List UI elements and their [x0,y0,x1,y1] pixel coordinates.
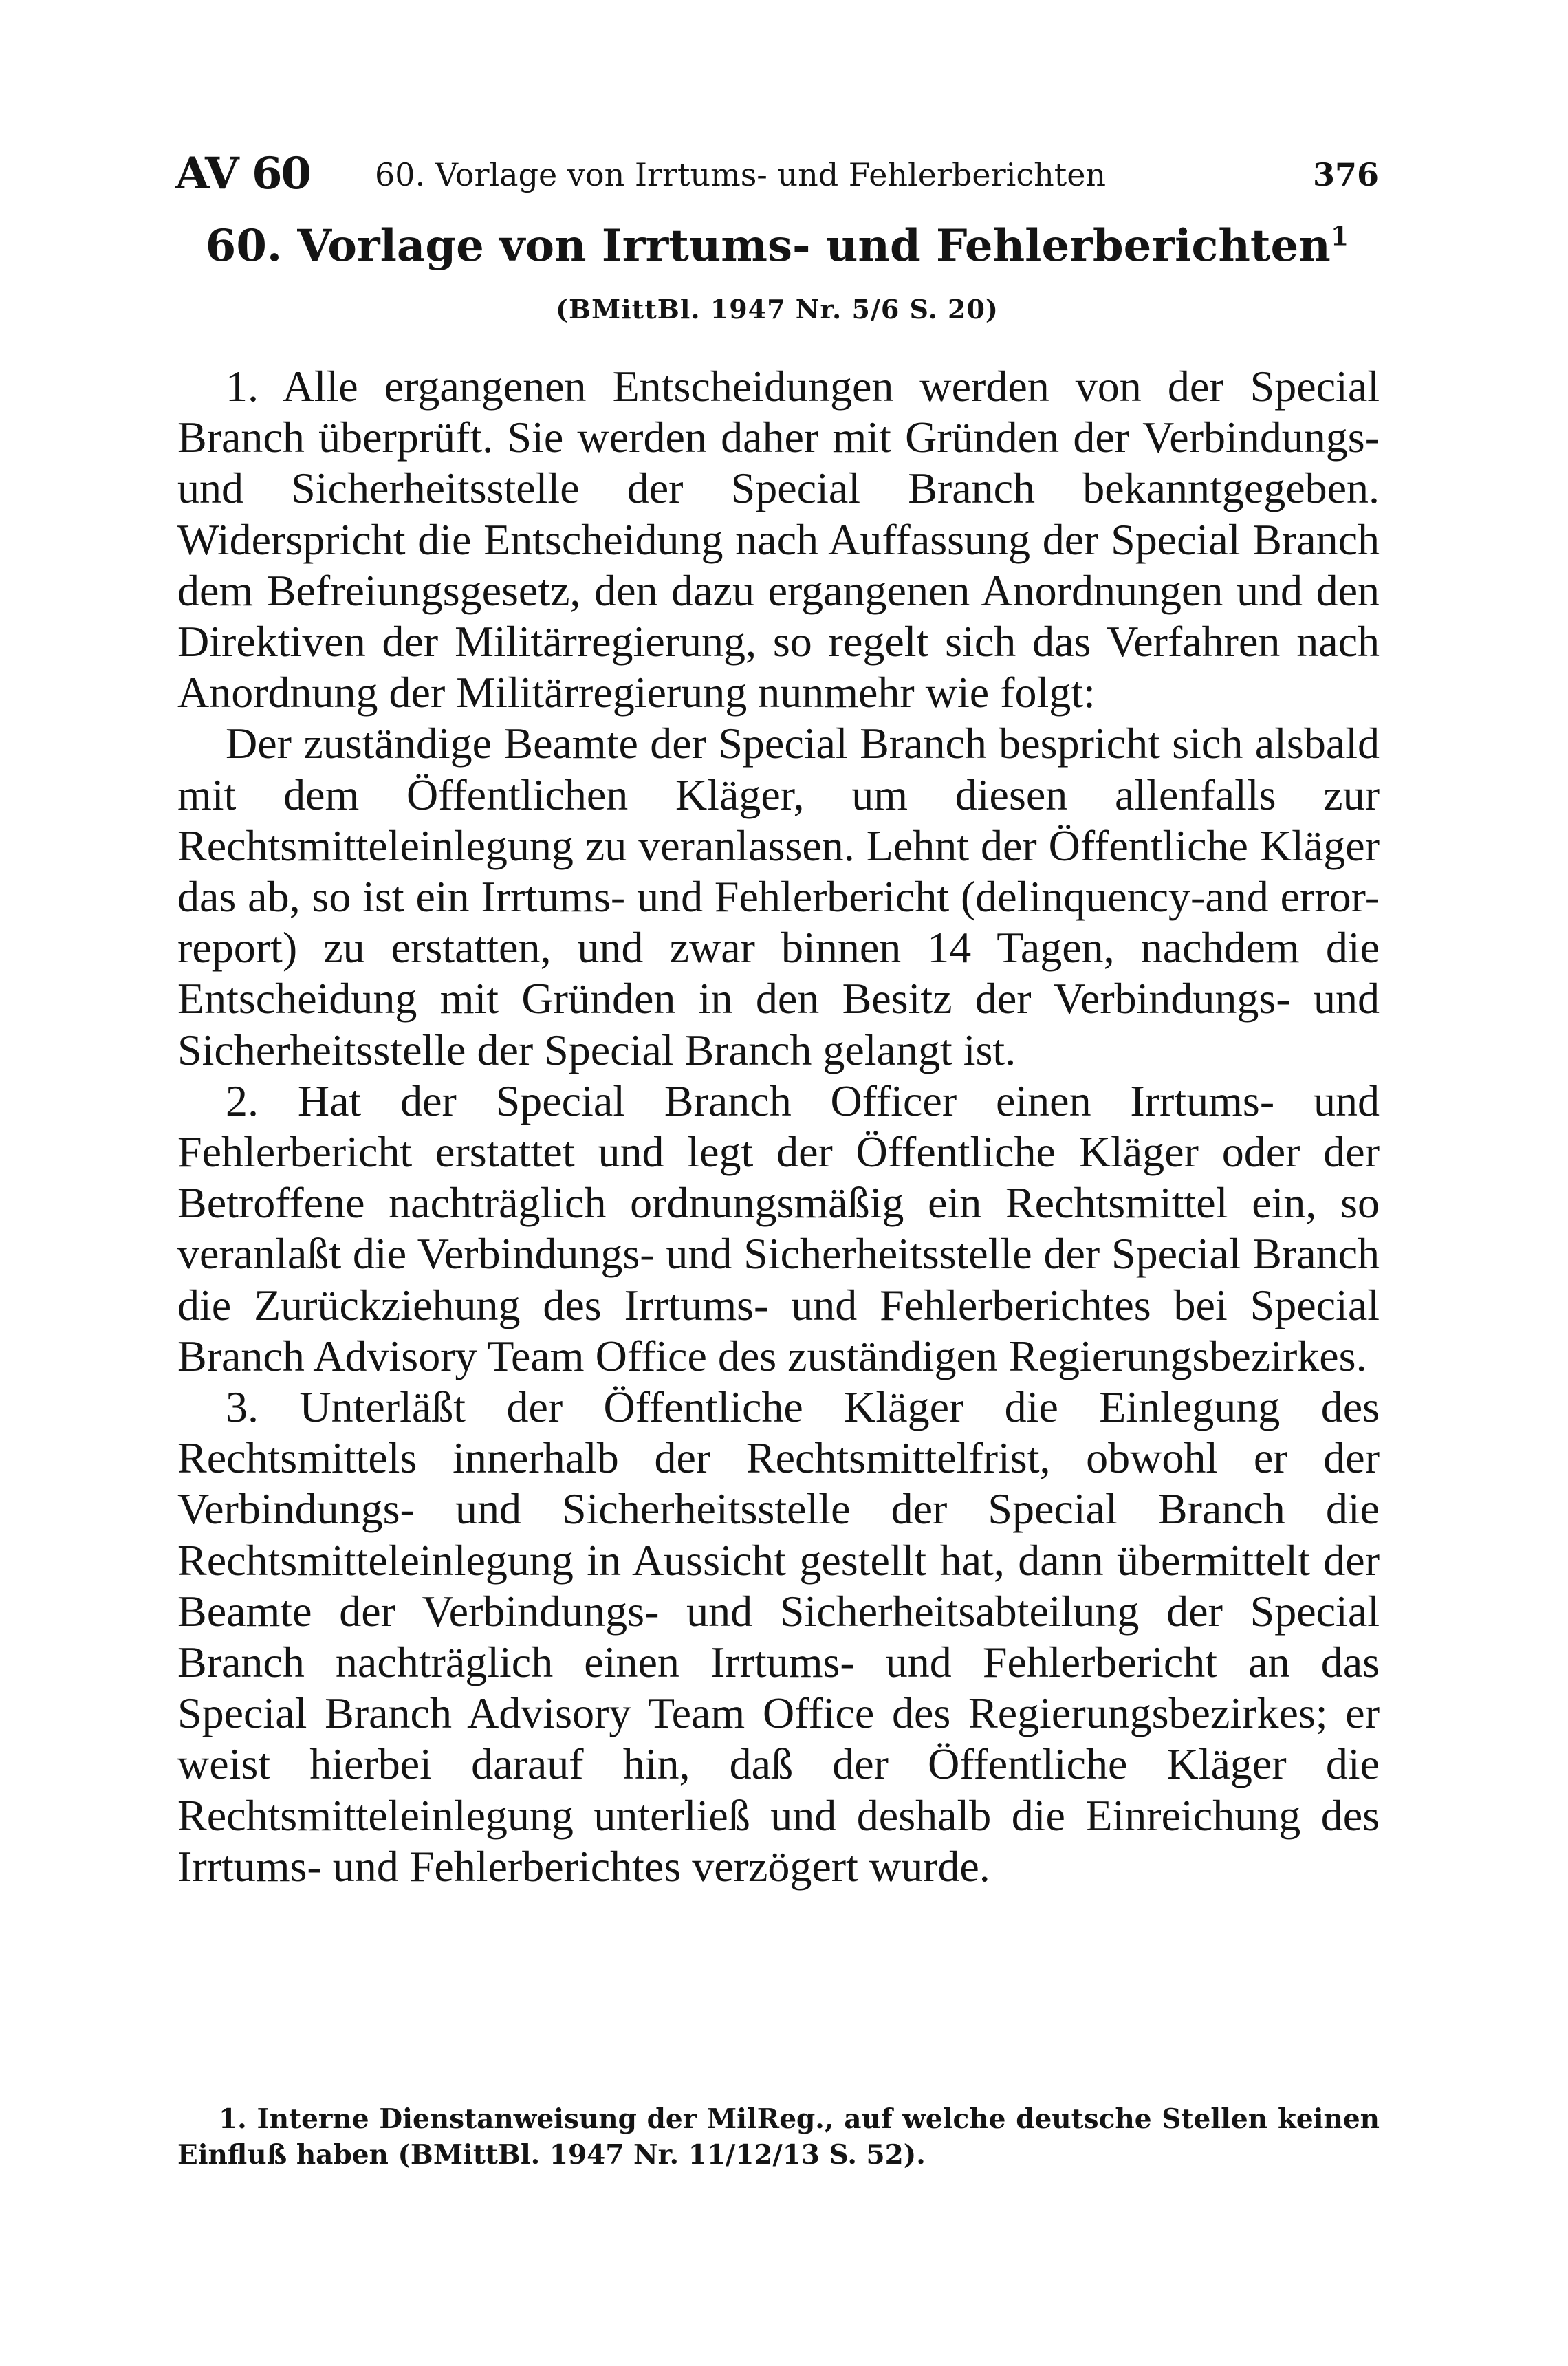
paragraph-3: 3. Unterläßt der Öffentliche Kläger die Einlegung des Rechtsmittels innerhalb der Rechtsmittelfrist, obwohl er der Verbindungs- und Sicherheitsstelle der Special Branch die Rechtsmitteleinlegung in Aussicht gestellt hat, dann übermittelt der Beamte der Verbindungs- und Sicherheitsabteilung der Special Branch nachträglich einen Irrtums- und Fehlerbericht an das Special Branch Advisory Team Office des Regierungsbezirkes; er weist hierbei darauf hin, daß der Öffentliche Kläger die Rechtsmitteleinlegung unterließ und deshalb die Einreichung des Irrtums- und Fehlerberichtes verzögert wurde. [177,1382,1380,1891]
section-code: AV 60 [175,148,310,199]
footnote-marker: 1 [1330,220,1349,252]
paragraph-procedure: Der zuständige Beamte der Special Branch bespricht sich alsbald mit dem Öffentlichen Kläger, um diesen allenfalls zur Rechtsmitteleinlegung zu veranlassen. Lehnt der Öffentliche Kläger das ab, so ist ein Irrtums- und Fehlerbericht (delinquency-and error-report) zu erstatten, und zwar binnen 14 Tagen, nachdem die Entscheidung mit Gründen in den Besitz der Verbindungs- und Sicherheitsstelle der Special Branch gelangt ist. [177,719,1380,1074]
footnote: 1. Interne Dienstanweisung der MilReg., auf welche deutsche Stellen keinen Einfluß haben (BMittBl. 1947 Nr. 11/12/13 S. 52). [177,2103,1380,2171]
paragraph-2: 2. Hat der Special Branch Officer einen Irrtums- und Fehlerbericht erstattet und legt der Öffentliche Kläger oder der Betroffene nachträglich ordnungsmäßig ein Rechtsmittel ein, so veranlaßt die Verbindungs- und Sicherheitsstelle der Special Branch die Zurückziehung des Irrtums- und Fehlerberichtes bei Special Branch Advisory Team Office des zuständigen Regierungsbezirkes. [177,1076,1380,1380]
paragraph-1: 1. Alle ergangenen Entscheidungen werden von der Special Branch überprüft. Sie werden daher mit Gründen der Verbindungs- und Sicherheitsstelle der Special Branch bekanntgegeben. Widerspricht die Entscheidung nach Auffassung der Special Branch dem Befreiungsgesetz, den dazu ergangenen Anordnungen und den Direktiven der Militärregierung, so regelt sich das Verfahren nach Anordnung der Militärregierung nunmehr wie folgt: [177,362,1380,717]
section-title: 60. Vorlage von Irrtums- und Fehlerberichten [205,220,1331,272]
section-heading [175,219,1379,274]
source-reference: (BMittBl. 1947 Nr. 5/6 S. 20) [556,294,999,325]
running-head [175,148,1379,210]
body-text [177,361,1380,1892]
running-head-title: 60. Vorlage von Irrtums- und Fehlerberichten [375,156,1107,193]
page-number: 376 [1312,156,1379,193]
